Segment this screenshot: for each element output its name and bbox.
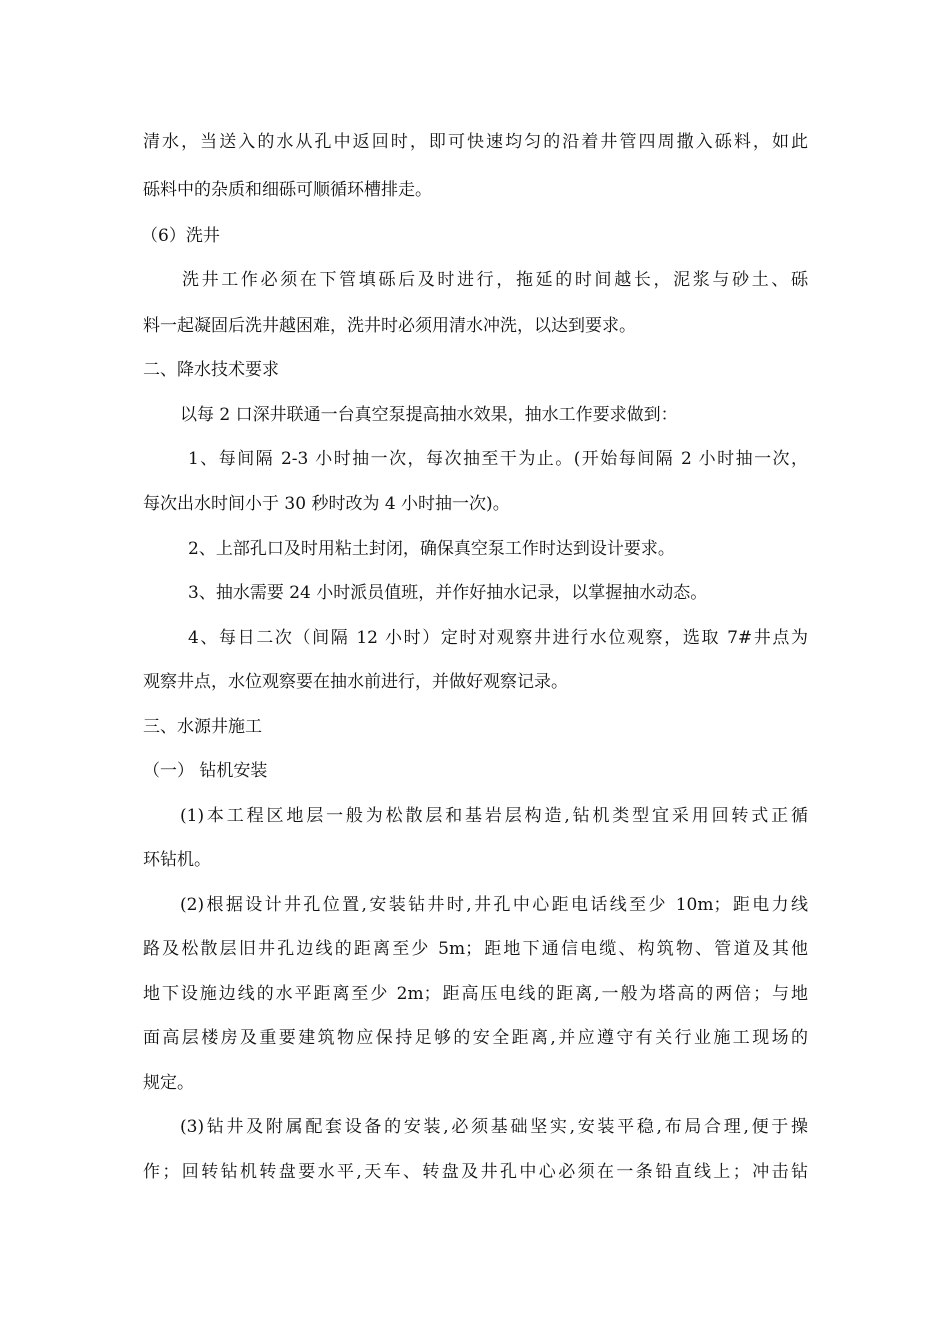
body-text-line: 环钻机。: [143, 850, 211, 870]
list-item-text: 观察井点，水位观察要在抽水前进行，并做好观察记录。: [143, 672, 568, 692]
body-text-line: 清水，当送入的水从孔中返回时，即可快速均匀的沿着井管四周撒入砾料，如此: [143, 132, 808, 152]
body-text-line: 作；回转钻机转盘要水平,天车、转盘及井孔中心必须在一条铅直线上；冲击钻: [143, 1162, 808, 1182]
body-text-line: (1)本工程区地层一般为松散层和基岩层构造,钻机类型宜采用回转式正循: [180, 806, 808, 826]
list-item-text: 2、上部孔口及时用粘土封闭，确保真空泵工作时达到设计要求。: [188, 539, 675, 559]
body-text-line: 路及松散层旧井孔边线的距离至少 5m；距地下通信电缆、构筑物、管道及其他: [143, 939, 808, 959]
list-item-text: 3、抽水需要 24 小时派员值班，并作好抽水记录，以掌握抽水动态。: [188, 583, 708, 603]
body-text-line: 地下设施边线的水平距离至少 2m；距高压电线的距离,一般为塔高的两倍；与地: [143, 984, 808, 1004]
body-text-line: (2)根据设计井孔位置,安装钻井时,井孔中心距电话线至少 10m；距电力线: [180, 895, 808, 915]
body-text-line: 料一起凝固后洗井越困难，洗井时必须用清水冲洗，以达到要求。: [143, 316, 636, 336]
body-text-line: 以每 2 口深井联通一台真空泵提高抽水效果，抽水工作要求做到：: [180, 405, 678, 425]
body-text-line: 面高层楼房及重要建筑物应保持足够的安全距离,并应遵守有关行业施工现场的: [143, 1028, 808, 1048]
section-heading: 三、水源井施工: [143, 717, 262, 737]
body-text-line: 规定。: [143, 1073, 194, 1093]
body-text-line: 洗井工作必须在下管填砾后及时进行，拖延的时间越长，泥浆与砂土、砾: [182, 270, 808, 290]
list-item-text: 每次出水时间小于 30 秒时改为 4 小时抽一次)。: [143, 494, 510, 514]
list-item-text: 4、每日二次（间隔 12 小时）定时对观察井进行水位观察，选取 7#井点为: [188, 628, 808, 648]
body-text-line: 砾料中的杂质和细砾可顺循环槽排走。: [143, 180, 432, 200]
list-item-text: 1、每间隔 2-3 小时抽一次，每次抽至干为止。(开始每间隔 2 小时抽一次，: [188, 449, 808, 469]
subsection-heading: （一） 钻机安装: [143, 761, 268, 781]
body-text-line: (3)钻井及附属配套设备的安装,必须基础坚实,安装平稳,布局合理,便于操: [180, 1117, 808, 1137]
section-heading: 二、降水技术要求: [143, 360, 279, 380]
section-heading: （6）洗井: [141, 226, 220, 246]
